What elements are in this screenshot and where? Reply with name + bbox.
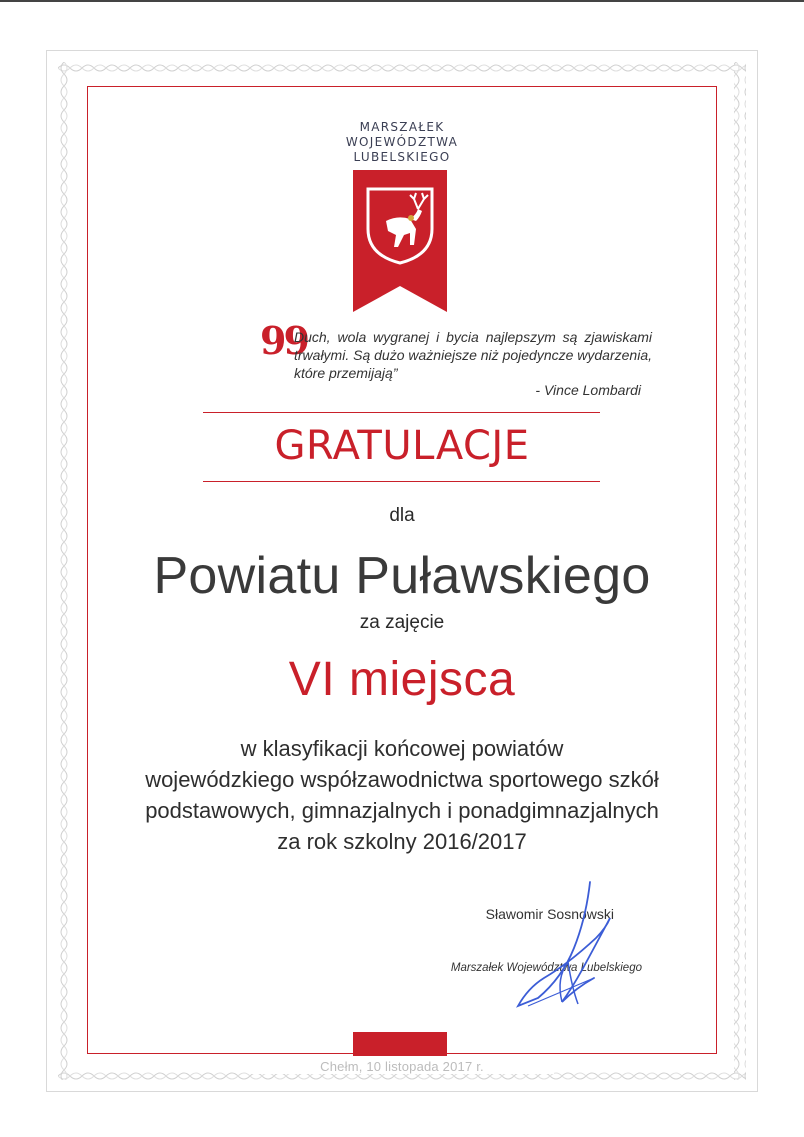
deer-emblem-icon — [364, 185, 436, 265]
office-title-line: MARSZAŁEK — [359, 120, 445, 134]
recipient-name: Powiatu Puławskiego — [153, 547, 651, 605]
place-and-date: Chełm, 10 listopada 2017 r. — [250, 1059, 554, 1074]
place-ranking: VI miejsca — [288, 653, 516, 706]
award-description-line: za rok szkolny 2016/2017 — [277, 829, 527, 854]
for-taking-label: za zajęcie — [359, 612, 445, 633]
quote-icon: 99 — [260, 318, 307, 363]
quote-text: Duch, wola wygranej i bycia najlepszym są zjawiskami trwałymi. Są dużo ważniejsze niż pojedyncze wydarzenia, które przemijają” — [294, 329, 652, 381]
bottom-ribbon — [353, 1032, 447, 1056]
office-title-line: LUBELSKIEGO — [353, 150, 451, 164]
office-title — [302, 120, 502, 165]
divider — [203, 481, 600, 482]
award-description — [87, 733, 717, 857]
for-label: dla — [389, 505, 415, 526]
signer-title: Marszałek Województwa Lubelskiego — [450, 962, 642, 974]
signer-name: Sławomir Sosnowski — [485, 906, 614, 922]
certificate-heading: GRATULACJE — [274, 423, 530, 469]
office-title-line: WOJEWÓDZTWA — [345, 135, 459, 149]
quote-author: - Vince Lombardi — [535, 382, 641, 398]
scan-top-edge — [0, 0, 804, 2]
award-description-line: w klasyfikacji końcowej powiatów — [240, 736, 564, 761]
award-description-line: podstawowych, gimnazjalnych i ponadgimnazjalnych — [145, 798, 659, 823]
handwritten-signature — [498, 878, 628, 1018]
divider — [203, 412, 600, 413]
award-description-line: wojewódzkiego współzawodnictwa sportowego szkół — [145, 767, 659, 792]
